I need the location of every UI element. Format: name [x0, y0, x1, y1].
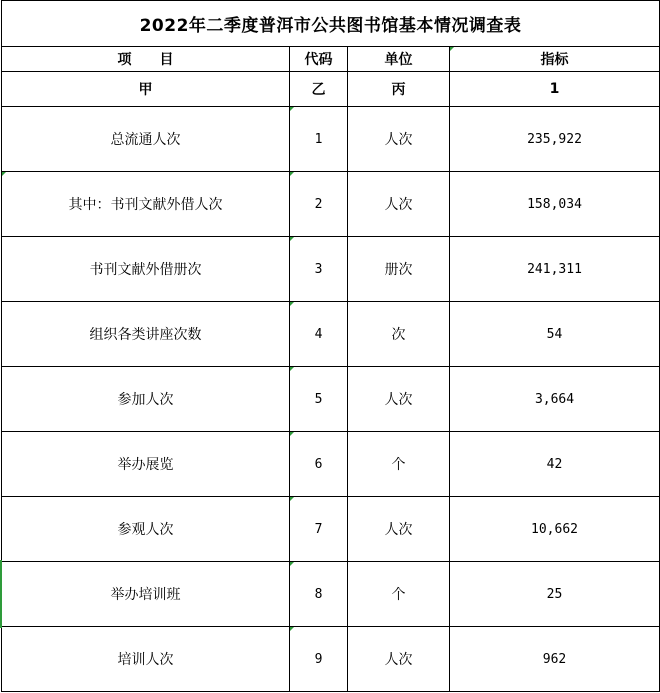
cell-marker	[290, 562, 294, 566]
row-code-cell[interactable]	[290, 562, 348, 627]
row-code-cell[interactable]	[290, 367, 348, 432]
row-code-cell[interactable]	[290, 627, 348, 692]
cell-marker	[290, 302, 294, 306]
row-unit-cell[interactable]: 人次	[348, 172, 450, 237]
subheader-item[interactable]: 甲	[2, 72, 290, 107]
subheader-code[interactable]: 乙	[290, 72, 348, 107]
row-item-cell[interactable]: 参加人次	[2, 367, 290, 432]
row-code-text: 2	[314, 196, 323, 212]
row-unit-cell[interactable]: 个	[348, 432, 450, 497]
table-row	[2, 497, 660, 562]
table-row	[2, 237, 660, 302]
row-code-text: 1	[314, 131, 323, 147]
row-unit-cell[interactable]: 册次	[348, 237, 450, 302]
subheader-value[interactable]: 1	[450, 72, 660, 107]
selection-edge	[0, 560, 2, 628]
cell-marker	[290, 627, 294, 631]
row-unit-cell[interactable]: 次	[348, 302, 450, 367]
row-code-cell[interactable]	[290, 302, 348, 367]
cell-marker	[290, 367, 294, 371]
row-code-cell[interactable]	[290, 432, 348, 497]
table-row	[2, 367, 660, 432]
cell-marker	[450, 47, 454, 51]
table-row	[2, 562, 660, 627]
row-code-text: 9	[314, 651, 323, 667]
header-code[interactable]: 代码	[290, 47, 348, 72]
row-code-text: 4	[314, 326, 323, 342]
row-code-text: 6	[314, 456, 323, 472]
subheader-row	[2, 72, 660, 107]
row-code-text: 7	[314, 521, 323, 537]
row-value-cell[interactable]: 42	[450, 432, 660, 497]
row-code-cell[interactable]	[290, 107, 348, 172]
row-code-cell[interactable]	[290, 497, 348, 562]
table-row	[2, 432, 660, 497]
row-value-cell[interactable]: 25	[450, 562, 660, 627]
row-item-cell[interactable]	[2, 172, 290, 237]
row-unit-cell[interactable]: 个	[348, 562, 450, 627]
row-unit-cell[interactable]: 人次	[348, 497, 450, 562]
row-item-cell[interactable]: 举办展览	[2, 432, 290, 497]
table-row	[2, 627, 660, 692]
row-item-text: 其中：书刊文献外借人次	[68, 197, 223, 213]
row-unit-cell[interactable]: 人次	[348, 367, 450, 432]
row-item-cell[interactable]: 参观人次	[2, 497, 290, 562]
table-row	[2, 107, 660, 172]
row-code-text: 3	[314, 261, 323, 277]
row-code-cell[interactable]	[290, 237, 348, 302]
row-item-cell[interactable]: 培训人次	[2, 627, 290, 692]
header-value[interactable]	[450, 47, 660, 72]
row-value-cell[interactable]: 235,922	[450, 107, 660, 172]
statistics-table	[1, 0, 660, 692]
row-code-text: 8	[314, 586, 323, 602]
table-row	[2, 302, 660, 367]
cell-marker	[2, 172, 6, 176]
row-item-cell[interactable]: 组织各类讲座次数	[2, 302, 290, 367]
table-title[interactable]: 2022年二季度普洱市公共图书馆基本情况调查表	[2, 1, 660, 47]
row-code-cell[interactable]	[290, 172, 348, 237]
header-item[interactable]: 项 目	[2, 47, 290, 72]
row-value-cell[interactable]: 158,034	[450, 172, 660, 237]
row-value-cell[interactable]: 241,311	[450, 237, 660, 302]
cell-marker	[290, 172, 294, 176]
header-unit[interactable]: 单位	[348, 47, 450, 72]
cell-marker	[290, 432, 294, 436]
header-row	[2, 47, 660, 72]
row-item-cell[interactable]: 总流通人次	[2, 107, 290, 172]
cell-marker	[290, 497, 294, 501]
cell-marker	[290, 107, 294, 111]
title-row	[2, 1, 660, 47]
header-value-label: 指标	[540, 52, 569, 68]
row-item-cell[interactable]: 举办培训班	[2, 562, 290, 627]
row-value-cell[interactable]: 962	[450, 627, 660, 692]
row-code-text: 5	[314, 391, 323, 407]
subheader-unit[interactable]: 丙	[348, 72, 450, 107]
row-value-cell[interactable]: 10,662	[450, 497, 660, 562]
row-item-cell[interactable]: 书刊文献外借册次	[2, 237, 290, 302]
cell-marker	[290, 237, 294, 241]
row-unit-cell[interactable]: 人次	[348, 627, 450, 692]
row-value-cell[interactable]: 3,664	[450, 367, 660, 432]
table-row	[2, 172, 660, 237]
row-value-cell[interactable]: 54	[450, 302, 660, 367]
row-unit-cell[interactable]: 人次	[348, 107, 450, 172]
